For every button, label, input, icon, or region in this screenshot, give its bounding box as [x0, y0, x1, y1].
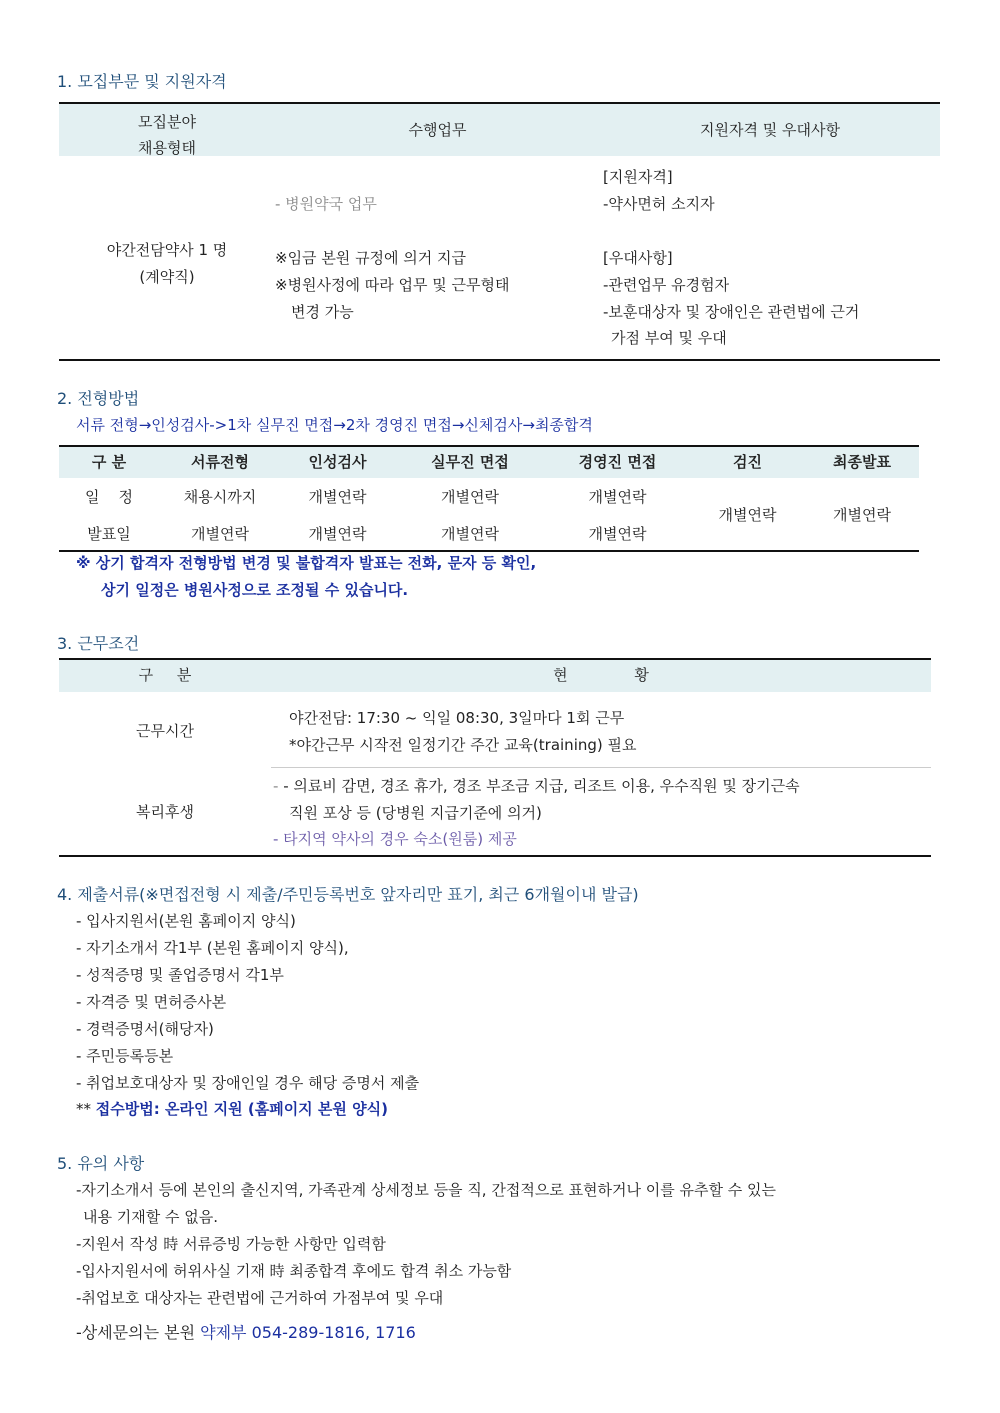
- document-item: - 자격증 및 면허증사본: [76, 993, 227, 1011]
- schedule-note: ※ 상기 합격자 전형방법 변경 및 불합격자 발표는 전화, 문자 등 확인,: [76, 554, 537, 572]
- schedule-cell: 개별연락: [588, 525, 647, 543]
- notice-item-cont: 내용 기재할 수 없음.: [83, 1208, 218, 1226]
- schedule-header: 구 분: [91, 453, 127, 471]
- section-3-title: 3. 근무조건: [57, 634, 140, 653]
- duty-note-wage: ※임금 본원 규정에 의거 지급: [275, 249, 467, 267]
- welfare-detail: - - 의료비 감면, 경조 휴가, 경조 부조금 지급, 리조트 이용, 우수직원 및 장기근속: [273, 777, 800, 795]
- duty-note-change-cont: 변경 가능: [291, 303, 354, 321]
- schedule-cell: 개별연락: [441, 488, 499, 506]
- schedule-header: 실무진 면접: [431, 453, 509, 471]
- preference-item: -관련업무 유경험자: [603, 276, 730, 294]
- section-4-title: 4. 제출서류(※면접전형 시 제출/주민등록번호 앞자리만 표기, 최근 6개월이내 발급): [57, 885, 639, 904]
- section-5-title: 5. 유의 사항: [57, 1154, 145, 1173]
- notice-item: -취업보호 대상자는 관련법에 근거하여 가점부여 및 우대: [76, 1289, 444, 1307]
- preference-item-cont: 가점 부여 및 우대: [611, 329, 727, 347]
- header-field-type: 모집분야 채용형태: [138, 113, 196, 157]
- schedule-header: 경영진 면접: [578, 453, 657, 471]
- header-duty: 수행업무: [408, 121, 467, 139]
- schedule-row-label: 일 정: [84, 488, 134, 506]
- document-item: - 성적증명 및 졸업증명서 각1부: [76, 966, 284, 984]
- notice-item: -자기소개서 등에 본인의 출신지역, 가족관계 상세정보 등을 직, 간접적으로 표현하거나 이를 유추할 수 있는: [76, 1181, 777, 1199]
- conditions-header-status: 현 황: [553, 666, 649, 684]
- table-3-bottom-border: [59, 855, 931, 857]
- schedule-header: 검진: [733, 453, 762, 471]
- schedule-note-cont: 상기 일정은 병원사정으로 조정될 수 있습니다.: [101, 581, 409, 599]
- schedule-cell: 개별연락: [308, 525, 367, 543]
- selection-flow: 서류 전형→인성검사->1차 실무진 면접→2차 경영진 면접→신체검사→최종합격: [76, 416, 593, 434]
- document-item: - 취업보호대상자 및 장애인일 경우 해당 증명서 제출: [76, 1074, 420, 1092]
- work-hours-label: 근무시간: [136, 722, 194, 740]
- schedule-cell: 개별연락: [441, 525, 499, 543]
- section-2-title: 2. 전형방법: [57, 389, 140, 408]
- schedule-header: 인성검사: [308, 453, 367, 471]
- schedule-cell: 개별연락: [191, 525, 249, 543]
- qualification-item: -약사면허 소지자: [603, 195, 715, 213]
- contact-info: -상세문의는 본원 약제부 054-289-1816, 1716: [76, 1323, 416, 1342]
- work-hours-detail: 야간전담: 17:30 ~ 익일 08:30, 3일마다 1회 근무: [289, 709, 625, 727]
- welfare-housing: - 타지역 약사의 경우 숙소(원룸) 제공: [273, 830, 517, 848]
- document-item: - 입사지원서(본원 홈페이지 양식): [76, 912, 296, 930]
- notice-item: -입사지원서에 허위사실 기재 時 최종합격 후에도 합격 취소 가능함: [76, 1262, 512, 1280]
- duty-item: - 병원약국 업무: [275, 195, 377, 213]
- section-1-title: 1. 모집부문 및 지원자격: [57, 72, 227, 91]
- final-cell: 개별연락: [833, 506, 891, 524]
- duty-note-change: ※병원사정에 따라 업무 및 근무형태: [275, 276, 510, 294]
- notice-item: -지원서 작성 時 서류증빙 가능한 사항만 입력함: [76, 1235, 386, 1253]
- preference-heading: [우대사항]: [603, 249, 673, 267]
- document-item: - 주민등록등본: [76, 1047, 174, 1065]
- apply-method: ** 접수방법: 온라인 지원 (홈페이지 본원 양식): [76, 1100, 388, 1118]
- table-1-bottom-border: [59, 359, 940, 361]
- row-divider: [271, 767, 931, 768]
- preference-item: -보훈대상자 및 장애인은 관련법에 근거: [603, 303, 860, 321]
- schedule-row-label: 발표일: [87, 525, 131, 543]
- qualification-heading: [지원자격]: [603, 168, 673, 186]
- document-item: - 경력증명서(해당자): [76, 1020, 214, 1038]
- schedule-cell: 개별연락: [308, 488, 367, 506]
- checkup-cell: 개별연락: [718, 506, 777, 524]
- schedule-header: 최종발표: [833, 453, 891, 471]
- schedule-cell: 개별연락: [588, 488, 647, 506]
- document-item: - 자기소개서 각1부 (본원 홈페이지 양식),: [76, 939, 349, 957]
- welfare-label: 복리후생: [136, 803, 194, 821]
- schedule-header: 서류전형: [191, 453, 249, 471]
- conditions-header-category: 구 분: [138, 666, 192, 684]
- table-2-bottom-border: [59, 550, 919, 552]
- schedule-cell: 채용시까지: [183, 488, 257, 506]
- field-cell: 야간전담약사 1 명 (계약직): [106, 241, 228, 286]
- welfare-detail-cont: 직원 포상 등 (당병원 지급기준에 의거): [289, 804, 542, 822]
- header-qualification: 지원자격 및 우대사항: [700, 121, 840, 139]
- work-hours-note: *야간근무 시작전 일정기간 주간 교육(training) 필요: [289, 736, 637, 754]
